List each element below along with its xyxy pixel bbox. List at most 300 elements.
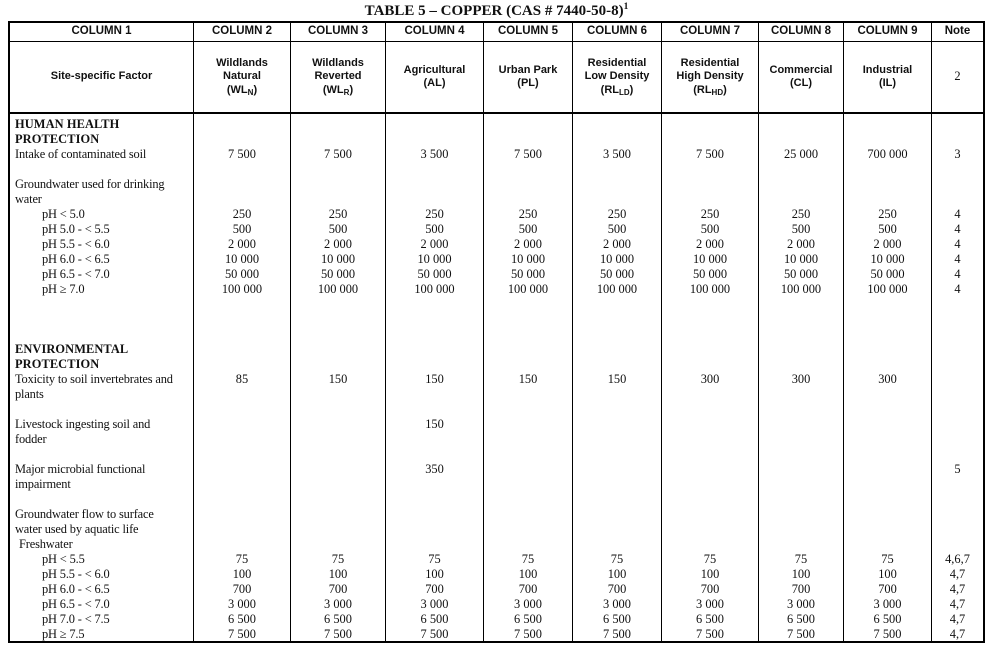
factor-label: water [10,192,194,207]
value-cell [484,522,573,537]
value-cell [194,462,291,477]
value-cell [484,387,573,402]
value-cell: 500 [291,222,386,237]
note-cell [932,162,983,177]
value-cell [484,462,573,477]
table-row [10,192,983,207]
value-cell [844,162,932,177]
land-use-header-3: Wildlands Reverted $(WL_R)$ [291,42,386,112]
value-cell [844,462,932,477]
value-cell: 500 [386,222,484,237]
value-cell: 3 000 [662,597,759,612]
factor-label [10,447,194,462]
value-cell [759,177,844,192]
value-cell: 50 000 [484,267,573,282]
note-cell: 4,7 [949,597,966,611]
factor-label: pH 5.5 - < 6.0 [10,237,194,252]
table-row [10,132,983,147]
value-cell: 100 [386,567,484,582]
value-cell [291,462,386,477]
value-cell [844,177,932,192]
value-cell: 7 500 [759,627,844,642]
value-cell: 100 000 [484,282,573,297]
header-descriptor-row [10,42,983,114]
value-cell: 50 000 [759,267,844,282]
value-cell [484,327,573,342]
value-cell: 7 500 [194,627,291,642]
value-cell [759,462,844,477]
value-cell: 10 000 [194,252,291,267]
table-row [10,447,983,462]
value-cell: 85 [194,372,291,387]
value-cell: 7 500 [291,627,386,642]
value-cell [194,177,291,192]
value-cell [573,327,662,342]
table-row [10,177,983,192]
value-cell [291,327,386,342]
value-cell [484,114,573,132]
value-cell [386,162,484,177]
value-cell [662,402,759,417]
value-cell: 7 500 [844,627,932,642]
value-cell [662,417,759,432]
value-cell [844,387,932,402]
value-cell: 700 [662,582,759,597]
value-cell: 2 000 [194,237,291,252]
value-cell [291,507,386,522]
note-cell [932,372,983,387]
value-cell: 250 [573,207,662,222]
value-cell: 150 [291,372,386,387]
value-cell [759,297,844,312]
value-cell [662,447,759,462]
value-cell [194,477,291,492]
value-cell: 75 [484,552,573,567]
land-use-header-6: Residential Low Density $(RL_{LD})$ [573,42,662,112]
value-cell: 100 000 [194,282,291,297]
value-cell [484,342,573,357]
factor-label: impairment [10,477,194,492]
value-cell [291,432,386,447]
value-cell [194,132,291,147]
factor-label: pH 5.0 - < 5.5 [10,222,194,237]
factor-label: pH 6.0 - < 6.5 [10,252,194,267]
value-cell [484,312,573,327]
value-cell [662,192,759,207]
value-cell: 100 [291,567,386,582]
value-cell [759,492,844,507]
table-row [10,357,983,372]
value-cell: 75 [759,552,844,567]
value-cell: 250 [484,207,573,222]
factor-label: pH < 5.5 [10,552,194,567]
value-cell [662,114,759,132]
value-cell [484,162,573,177]
value-cell: 3 000 [573,597,662,612]
note-cell [932,507,983,522]
note-cell: 4 [954,207,961,221]
value-cell [386,447,484,462]
value-cell: 500 [662,222,759,237]
value-cell: 75 [662,552,759,567]
value-cell [844,132,932,147]
value-cell [484,177,573,192]
value-cell [844,114,932,132]
note-cell [932,297,983,312]
value-cell [844,507,932,522]
value-cell [194,192,291,207]
value-cell [662,177,759,192]
note-cell [932,327,983,342]
table-row [10,597,983,612]
value-cell: 100 000 [573,282,662,297]
column-label-5: COLUMN 5 [484,23,573,41]
table-row [10,372,983,387]
value-cell [291,132,386,147]
value-cell: 7 500 [386,627,484,642]
value-cell [662,297,759,312]
table-row [10,312,983,327]
value-cell: 3 000 [844,597,932,612]
factor-label [10,162,194,177]
value-cell: 300 [844,372,932,387]
land-use-header-9: Industrial (IL) [844,42,932,112]
factor-label: water used by aquatic life [10,522,194,537]
value-cell: 350 [386,462,484,477]
value-cell [484,357,573,372]
table-row [10,612,983,627]
factor-label [10,402,194,417]
value-cell: 75 [844,552,932,567]
value-cell [759,537,844,552]
value-cell [484,192,573,207]
value-cell [386,192,484,207]
value-cell [386,132,484,147]
note-cell [932,192,983,207]
value-cell [573,477,662,492]
value-cell [662,342,759,357]
value-cell [573,297,662,312]
value-cell [194,327,291,342]
value-cell: 50 000 [573,267,662,282]
value-cell [291,387,386,402]
value-cell: 700 000 [844,147,932,162]
factor-label: pH 6.0 - < 6.5 [10,582,194,597]
value-cell [386,477,484,492]
value-cell [759,114,844,132]
value-cell [291,297,386,312]
note-header-value: 2 [954,69,961,84]
value-cell: 10 000 [662,252,759,267]
value-cell [291,537,386,552]
value-cell [844,297,932,312]
factor-label: PROTECTION [10,132,194,147]
value-cell [194,114,291,132]
factor-label: pH < 5.0 [10,207,194,222]
value-cell: 500 [194,222,291,237]
value-cell [759,327,844,342]
factor-label: PROTECTION [10,357,194,372]
note-cell: 4,7 [949,582,966,596]
value-cell [573,192,662,207]
table-row [10,462,983,477]
value-cell: 500 [844,222,932,237]
value-cell [662,522,759,537]
value-cell: 7 500 [662,147,759,162]
value-cell: 7 500 [662,627,759,642]
value-cell [386,402,484,417]
value-cell [662,462,759,477]
table-row [10,567,983,582]
factor-label: Toxicity to soil invertebrates and [10,372,194,387]
factor-label: pH 5.5 - < 6.0 [10,567,194,582]
value-cell [573,132,662,147]
value-cell: 75 [386,552,484,567]
value-cell [573,177,662,192]
value-cell [386,327,484,342]
factor-label: Major microbial functional [10,462,194,477]
value-cell [291,477,386,492]
value-cell [759,447,844,462]
value-cell: 2 000 [844,237,932,252]
note-cell [932,357,983,372]
column-label-6: COLUMN 6 [573,23,662,41]
table-row [10,267,983,282]
table-row [10,477,983,492]
value-cell: 700 [291,582,386,597]
factor-label: pH ≥ 7.0 [10,282,194,297]
table-row [10,432,983,447]
value-cell: 50 000 [386,267,484,282]
value-cell [291,357,386,372]
note-cell [932,402,983,417]
value-cell: 10 000 [386,252,484,267]
value-cell [194,507,291,522]
value-cell [291,192,386,207]
value-cell [759,507,844,522]
table-row [10,282,983,297]
factor-label: pH ≥ 7.5 [10,627,194,642]
value-cell: 6 500 [573,612,662,627]
land-use-header-4: Agricultural (AL) [386,42,484,112]
value-cell [759,162,844,177]
column-label-1: COLUMN 1 [10,23,194,41]
factor-label: Groundwater flow to surface [10,507,194,522]
value-cell: 500 [759,222,844,237]
table-row [10,342,983,357]
value-cell [662,432,759,447]
note-cell: 4,7 [949,567,966,581]
value-cell [573,312,662,327]
value-cell [759,342,844,357]
table-row [10,627,983,642]
value-cell [291,492,386,507]
value-cell: 700 [759,582,844,597]
value-cell: 6 500 [291,612,386,627]
value-cell [194,402,291,417]
value-cell: 300 [662,372,759,387]
value-cell [662,162,759,177]
value-cell [844,432,932,447]
value-cell [662,312,759,327]
note-cell: 4,7 [949,612,966,626]
value-cell [759,387,844,402]
value-cell: 7 500 [194,147,291,162]
value-cell [844,327,932,342]
value-cell [844,357,932,372]
value-cell: 700 [386,582,484,597]
note-cell [932,312,983,327]
value-cell [759,402,844,417]
note-cell [932,177,983,192]
factor-label: Freshwater [10,537,194,552]
value-cell: 3 000 [386,597,484,612]
note-cell [932,522,983,537]
value-cell [386,432,484,447]
value-cell [386,387,484,402]
value-cell [759,357,844,372]
factor-label: HUMAN HEALTH [10,114,194,132]
value-cell: 150 [573,372,662,387]
table-title-superscript: 1 [623,2,629,12]
value-cell [291,522,386,537]
value-cell: 100 000 [662,282,759,297]
value-cell: 700 [573,582,662,597]
value-cell: 250 [386,207,484,222]
table-row [10,507,983,522]
value-cell [194,312,291,327]
value-cell [484,432,573,447]
note-cell: 3 [954,147,961,161]
value-cell: 6 500 [194,612,291,627]
value-cell: 2 000 [386,237,484,252]
value-cell: 10 000 [759,252,844,267]
value-cell [573,492,662,507]
value-cell [194,357,291,372]
value-cell [484,507,573,522]
table-row [10,162,983,177]
value-cell: 6 500 [662,612,759,627]
value-cell [662,327,759,342]
value-cell: 100 000 [844,282,932,297]
value-cell [759,417,844,432]
note-cell: 4 [954,282,961,296]
land-use-header-2: Wildlands Natural $(WL_N)$ [194,42,291,112]
value-cell: 75 [291,552,386,567]
value-cell [844,192,932,207]
value-cell [573,507,662,522]
value-cell [484,132,573,147]
value-cell: 100 [759,567,844,582]
value-cell: 6 500 [759,612,844,627]
value-cell [844,402,932,417]
value-cell [573,357,662,372]
column-label-2: COLUMN 2 [194,23,291,41]
factor-label [10,327,194,342]
value-cell: 100 [194,567,291,582]
value-cell [291,417,386,432]
value-cell [484,492,573,507]
table-row [10,552,983,567]
column-label-row [10,23,983,42]
value-cell: 10 000 [844,252,932,267]
value-cell: 100 [662,567,759,582]
table-row [10,237,983,252]
value-cell: 6 500 [844,612,932,627]
table-row [10,537,983,552]
value-cell [194,537,291,552]
value-cell [291,177,386,192]
value-cell [573,462,662,477]
value-cell [573,417,662,432]
value-cell [386,114,484,132]
factor-label: Livestock ingesting soil and [10,417,194,432]
value-cell: 3 500 [573,147,662,162]
value-cell: 10 000 [291,252,386,267]
value-cell [484,537,573,552]
value-cell: 50 000 [194,267,291,282]
table-row [10,207,983,222]
value-cell: 50 000 [844,267,932,282]
factor-label: Groundwater used for drinking [10,177,194,192]
value-cell: 700 [844,582,932,597]
value-cell [844,312,932,327]
value-cell: 75 [573,552,662,567]
value-cell: 3 000 [194,597,291,612]
value-cell [386,522,484,537]
value-cell [194,342,291,357]
value-cell [662,492,759,507]
factor-label [10,297,194,312]
value-cell [662,507,759,522]
factor-label: pH 6.5 - < 7.0 [10,597,194,612]
value-cell: 300 [759,372,844,387]
value-cell [844,447,932,462]
value-cell: 100 000 [759,282,844,297]
value-cell [844,477,932,492]
note-cell: 4 [954,252,961,266]
note-cell: 4 [954,222,961,236]
note-cell [932,537,983,552]
value-cell: 7 500 [291,147,386,162]
table-title [8,2,985,20]
table-row [10,114,983,132]
value-cell: 3 000 [484,597,573,612]
value-cell [484,297,573,312]
value-cell [386,297,484,312]
value-cell [291,312,386,327]
table-row [10,492,983,507]
value-cell [386,537,484,552]
value-cell: 150 [386,372,484,387]
value-cell [194,297,291,312]
value-cell: 10 000 [484,252,573,267]
column-label-3: COLUMN 3 [291,23,386,41]
data-table [8,21,985,643]
value-cell [573,522,662,537]
value-cell [759,312,844,327]
value-cell [291,447,386,462]
value-cell [573,342,662,357]
value-cell: 150 [386,417,484,432]
column-label-9: COLUMN 9 [844,23,932,41]
value-cell: 3 000 [291,597,386,612]
value-cell: 2 000 [759,237,844,252]
factor-label: pH 6.5 - < 7.0 [10,267,194,282]
note-cell: 5 [954,462,961,476]
value-cell: 250 [759,207,844,222]
value-cell [759,132,844,147]
